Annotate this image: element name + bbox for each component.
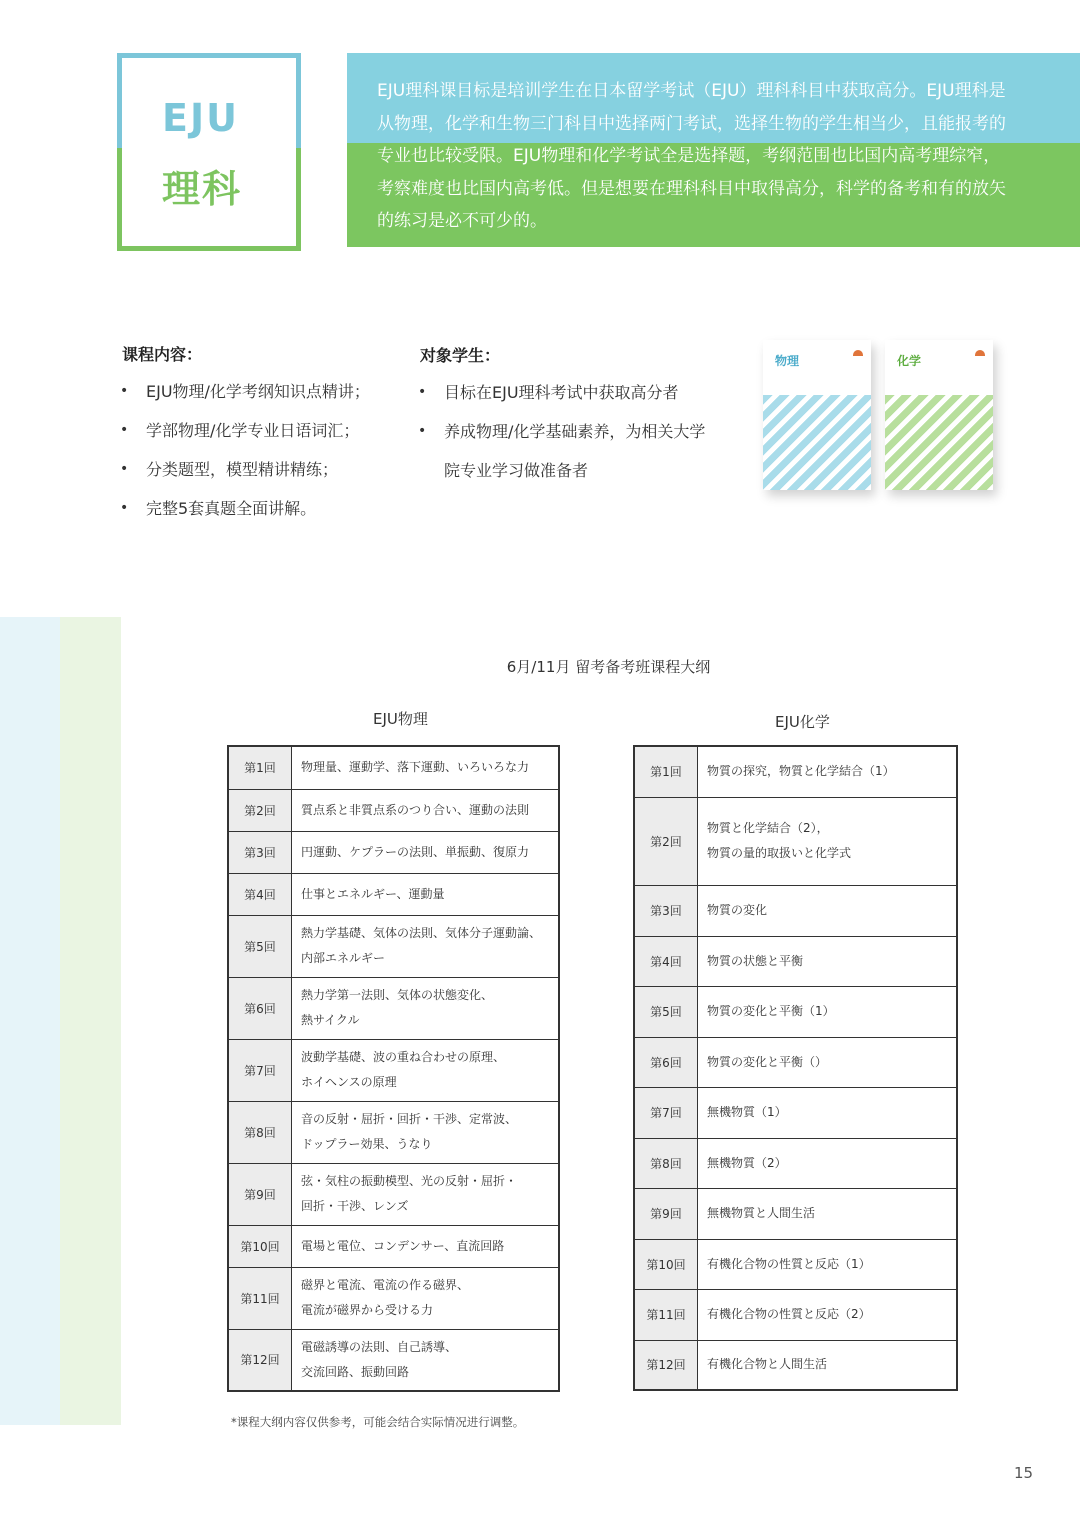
session-content xyxy=(292,831,560,873)
session-content xyxy=(292,977,560,1039)
session-content xyxy=(698,746,958,797)
page-number: 15 xyxy=(1014,1464,1034,1482)
intro-text: EJU理科课目标是培训学生在日本留学考试（EJU）理科科目中获取高分。EJU理科是从物理，化学和生物三门科目中选择两门考试，选择生物的学生相当少，且能报考的专业也比较受限。EJU物理和化学考试全是选择题，考纲范围也比国内高考理综窄，考察难度也比国内高考低。但是想要在理科科目中取得高分，科学的备考和有的放矢的练习是必不可少的。 xyxy=(377,81,1006,231)
table-row xyxy=(634,1138,957,1188)
session-number: 第12回 xyxy=(634,1340,698,1390)
session-content xyxy=(698,1087,958,1138)
session-number: 第7回 xyxy=(634,1087,698,1138)
physics-book-cover xyxy=(763,340,871,490)
session-content xyxy=(698,1239,958,1289)
session-content-line: 物質の変化と平衡（1） xyxy=(707,1004,835,1018)
session-content-line: 交流回路、振動回路 xyxy=(301,1364,410,1379)
session-content xyxy=(292,746,560,789)
session-number: 第5回 xyxy=(228,915,292,977)
physics-syllabus-table xyxy=(227,745,560,1392)
session-content xyxy=(292,1039,560,1101)
session-content xyxy=(698,936,958,986)
decor-bar-blue xyxy=(0,617,60,1425)
session-content-line: 磁界と電流、電流の作る磁界、 xyxy=(301,1278,470,1292)
session-content xyxy=(292,1101,560,1163)
session-content xyxy=(698,986,958,1037)
book-pattern xyxy=(885,395,993,490)
intro-banner xyxy=(347,53,1080,247)
session-number: 第1回 xyxy=(634,746,698,797)
table-row xyxy=(634,1239,957,1289)
session-content xyxy=(698,885,958,936)
session-content-line: 内部エネルギー xyxy=(301,951,386,965)
session-number: 第2回 xyxy=(228,789,292,831)
chemistry-book-cover xyxy=(885,340,993,490)
session-number: 第4回 xyxy=(634,936,698,986)
table-row xyxy=(228,1329,559,1391)
session-content xyxy=(698,1188,958,1239)
table-row xyxy=(634,1188,957,1239)
session-number: 第7回 xyxy=(228,1039,292,1101)
session-number: 第10回 xyxy=(634,1239,698,1289)
table-row xyxy=(634,1289,957,1340)
session-number: 第8回 xyxy=(634,1138,698,1188)
session-content-line: 有機化合物の性質と反応（1） xyxy=(707,1256,871,1271)
session-number: 第11回 xyxy=(228,1267,292,1329)
table-row xyxy=(634,1037,957,1087)
session-content-line: 弦・気柱の振動模型、光の反射・屈折・ xyxy=(301,1174,518,1188)
session-content-line: 無機物質と人間生活 xyxy=(707,1206,816,1220)
session-content xyxy=(292,915,560,977)
course-list xyxy=(120,372,410,528)
course-heading: 课程内容： xyxy=(122,345,203,364)
session-content xyxy=(292,873,560,915)
table-row xyxy=(228,746,559,789)
chemistry-syllabus-table xyxy=(633,745,958,1391)
target-heading: 对象学生： xyxy=(420,346,501,365)
session-number: 第8回 xyxy=(228,1101,292,1163)
title-line-2: 理科 xyxy=(162,167,243,211)
session-content-line: 物質の変化と平衡（） xyxy=(707,1054,828,1069)
session-content xyxy=(292,1329,560,1391)
session-content-line: 仕事とエネルギー、運動量 xyxy=(301,886,445,901)
table-row xyxy=(228,1163,559,1225)
session-content-line: 電場と電位、コンデンサー、直流回路 xyxy=(301,1238,505,1253)
syllabus-title: 6月/11月 留考备考班课程大纲 xyxy=(506,658,711,676)
book-logo-icon xyxy=(975,350,985,356)
target-list xyxy=(418,373,718,490)
session-number: 第2回 xyxy=(634,797,698,885)
session-content-line: 熱サイクル xyxy=(301,1013,360,1027)
session-content-line: ホイヘンスの原理 xyxy=(301,1075,397,1089)
session-content xyxy=(698,797,958,885)
session-number: 第1回 xyxy=(228,746,292,789)
session-number: 第4回 xyxy=(228,873,292,915)
session-number: 第6回 xyxy=(634,1037,698,1087)
session-content-line: 物質の状態と平衡 xyxy=(707,953,804,968)
list-item: • 完整5套真题全面讲解。 xyxy=(120,489,410,528)
book-title: 物理 xyxy=(775,354,800,368)
session-number: 第3回 xyxy=(634,885,698,936)
session-content-line: 無機物質（2） xyxy=(707,1155,787,1170)
session-content-line: 波動学基礎、波の重ね合わせの原理、 xyxy=(301,1050,506,1064)
chemistry-table-heading: EJU化学 xyxy=(775,713,830,731)
session-number: 第3回 xyxy=(228,831,292,873)
syllabus-note: *课程大纲内容仅供参考，可能会结合实际情况进行调整。 xyxy=(231,1415,525,1429)
list-item: • 养成物理/化学基础素养，为相关大学院专业学习做准备者 xyxy=(418,412,718,490)
session-content xyxy=(292,1267,560,1329)
table-row xyxy=(228,977,559,1039)
session-content-line: 物質と化学結合（2）， xyxy=(707,821,829,835)
list-item: • 分类题型，模型精讲精练； xyxy=(120,450,410,489)
table-row xyxy=(228,1225,559,1267)
table-row xyxy=(634,885,957,936)
session-content-line: 円運動、ケプラーの法則、単振動、復原力 xyxy=(301,844,530,859)
book-logo-icon xyxy=(853,350,863,356)
list-item: • 学部物理/化学专业日语词汇； xyxy=(120,411,410,450)
session-content xyxy=(292,789,560,831)
book-title: 化学 xyxy=(897,354,922,368)
session-content xyxy=(698,1138,958,1188)
session-content-line: 電流が磁界から受ける力 xyxy=(301,1303,434,1317)
session-content xyxy=(292,1163,560,1225)
table-row xyxy=(228,789,559,831)
session-content-line: 物質の探究，物質と化学結合（1） xyxy=(707,764,895,779)
session-content xyxy=(698,1340,958,1390)
session-number: 第9回 xyxy=(228,1163,292,1225)
table-row xyxy=(634,936,957,986)
session-content-line: 物理量、運動学、落下運動、いろいろな力 xyxy=(301,760,530,775)
session-content xyxy=(698,1037,958,1087)
session-content-line: 質点系と非質点系のつり合い、運動の法則 xyxy=(301,802,530,817)
table-row xyxy=(228,915,559,977)
table-row xyxy=(228,1039,559,1101)
table-row xyxy=(634,986,957,1037)
session-content xyxy=(292,1225,560,1267)
session-number: 第11回 xyxy=(634,1289,698,1340)
list-item: • 目标在EJU理科考试中获取高分者 xyxy=(418,373,718,412)
session-content-line: 無機物質（1） xyxy=(707,1105,787,1119)
session-content-line: 音の反射・屈折・回折・干渉、定常波、 xyxy=(301,1112,518,1126)
book-pattern xyxy=(763,395,871,490)
title-line-1: EJU xyxy=(162,96,239,140)
title-box xyxy=(117,53,301,251)
table-row xyxy=(634,1340,957,1390)
table-row xyxy=(634,746,957,797)
session-content xyxy=(698,1289,958,1340)
table-row xyxy=(634,1087,957,1138)
physics-table-heading: EJU物理 xyxy=(373,710,428,728)
session-content-line: 物質の変化 xyxy=(707,903,768,917)
table-row xyxy=(228,873,559,915)
session-number: 第6回 xyxy=(228,977,292,1039)
session-content-line: 有機化合物の性質と反応（2） xyxy=(707,1307,871,1321)
session-content-line: 回折・干渉、レンズ xyxy=(301,1199,409,1213)
session-content-line: 有機化合物と人間生活 xyxy=(707,1357,828,1372)
session-number: 第9回 xyxy=(634,1188,698,1239)
session-content-line: 物質の量的取扱いと化学式 xyxy=(707,846,852,860)
session-content-line: 熱力学基礎、気体の法則、気体分子運動論、 xyxy=(301,926,542,940)
table-row xyxy=(228,1101,559,1163)
list-item: • EJU物理/化学考纲知识点精讲； xyxy=(120,372,410,411)
session-content-line: 熱力学第一法則、気体の状態変化、 xyxy=(301,988,494,1002)
session-number: 第12回 xyxy=(228,1329,292,1391)
table-row xyxy=(228,831,559,873)
session-number: 第5回 xyxy=(634,986,698,1037)
session-content-line: ドップラー効果、うなり xyxy=(301,1137,433,1151)
table-row xyxy=(634,797,957,885)
session-content-line: 電磁誘導の法則、自己誘導、 xyxy=(301,1339,458,1354)
decor-bar-green xyxy=(60,617,121,1425)
table-row xyxy=(228,1267,559,1329)
session-number: 第10回 xyxy=(228,1225,292,1267)
